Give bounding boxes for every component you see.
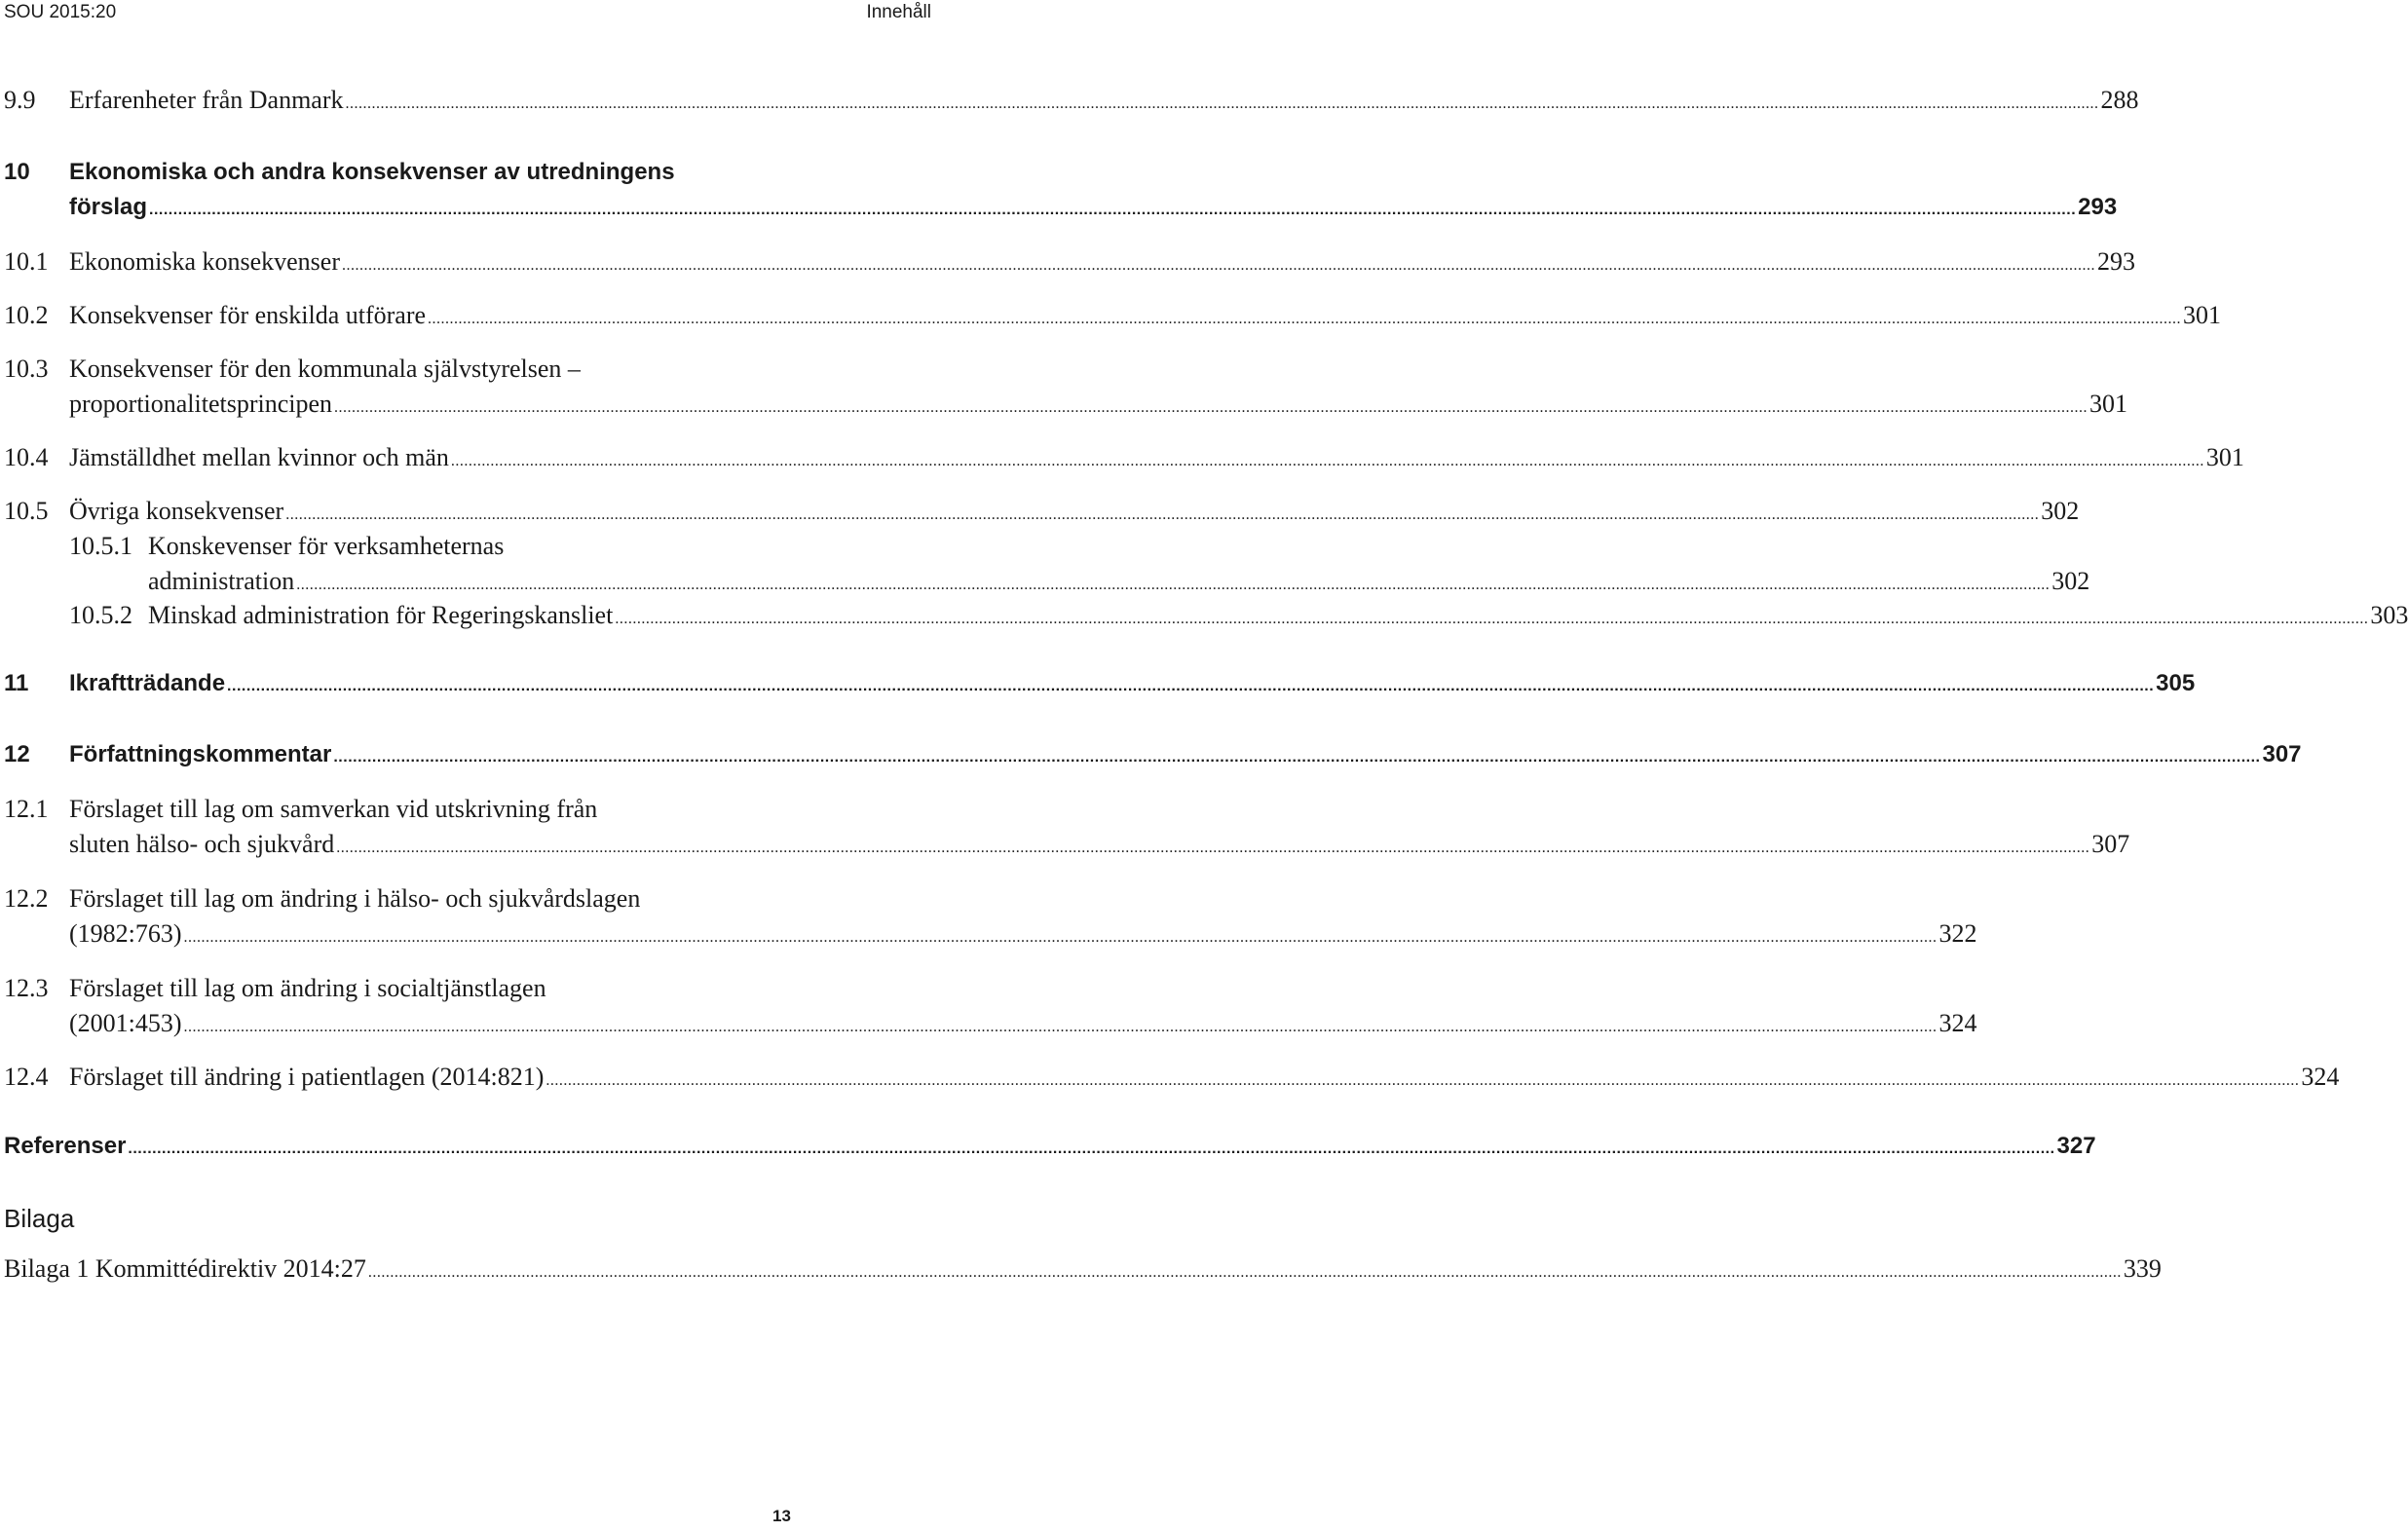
- dot-leader: ................................................................................................................................................................................................................................................................................................................................................................................................................: [296, 577, 2051, 593]
- toc-page-number: 305: [2156, 670, 2196, 696]
- toc-number: 10.1: [4, 247, 49, 276]
- toc-title: Ekonomiska och andra konsekvenser av utredningens: [69, 159, 675, 185]
- toc-page-number: 301: [2089, 390, 2128, 418]
- toc-line: [0, 1254, 2162, 1289]
- toc-title: Jämställdhet mellan kvinnor och män: [69, 443, 449, 471]
- toc-title: Förslaget till lag om samverkan vid utskrivning från: [69, 795, 598, 823]
- toc-title: Konsekvenser för den kommunala självstyrelsen –: [69, 355, 581, 383]
- toc-number: 12: [4, 741, 30, 767]
- toc-line: [0, 247, 2136, 282]
- toc-title: Ekonomiska konsekvenser: [69, 247, 341, 276]
- toc-line: [0, 532, 795, 567]
- toc-number: 10.2: [4, 301, 49, 329]
- dot-leader: ................................................................................................................................................................................................................................................................................................................................................................................................................: [342, 257, 2096, 274]
- toc-page-number: 324: [2301, 1063, 2340, 1091]
- toc-number: 12.2: [4, 884, 49, 913]
- toc-leader-line: [69, 301, 2222, 330]
- dot-leader: ................................................................................................................................................................................................................................................................................................................................................................................................................: [345, 95, 2099, 112]
- dot-leader: ................................................................................................................................................................................................................................................................................................................................................................................................................: [546, 1072, 2300, 1089]
- report-reference: SOU 2015:20: [4, 2, 117, 22]
- toc-line: [0, 795, 795, 830]
- toc-number: 10.5.1: [69, 532, 132, 560]
- toc-leader-line: [69, 247, 2136, 277]
- toc-leader-line: [69, 919, 1977, 949]
- toc-number: 9.9: [4, 86, 36, 114]
- toc-title: sluten hälso- och sjukvård: [69, 830, 335, 858]
- toc-line: [0, 601, 2408, 636]
- toc-line: [0, 670, 2196, 705]
- dot-leader: ................................................................................................................................................................................................................................................................................................................................................................................................................: [183, 1019, 1938, 1035]
- toc-line: [0, 194, 2118, 229]
- toc-leader-line: [69, 830, 2130, 859]
- toc-leader-line: [148, 567, 2090, 596]
- toc-line: [0, 355, 795, 390]
- toc-title: administration: [148, 567, 295, 595]
- toc-title: Övriga konsekvenser: [69, 497, 284, 525]
- toc-leader-line: [69, 1009, 1977, 1038]
- toc-line: [0, 884, 795, 919]
- toc-page-number: 324: [1938, 1009, 1977, 1037]
- dot-leader: ................................................................................................................................................................................................................................................................................................................................................................................................................: [149, 202, 2077, 218]
- toc-leader-line: [148, 601, 2408, 630]
- toc-leader-line: [69, 670, 2196, 697]
- toc-line: [0, 443, 2244, 478]
- toc-page-number: 302: [2041, 497, 2080, 525]
- toc-title: Konsekvenser för enskilda utförare: [69, 301, 427, 329]
- toc-title: Ikraftträdande: [69, 670, 226, 696]
- toc-title: Författningskommentar: [69, 741, 332, 767]
- toc-page-number: 293: [2097, 247, 2136, 276]
- dot-leader: ................................................................................................................................................................................................................................................................................................................................................................................................................: [615, 611, 2369, 627]
- toc-line: [0, 497, 2080, 532]
- toc-line: [0, 919, 1977, 954]
- toc-leader-line: [69, 390, 2128, 419]
- toc-line: [0, 567, 2090, 602]
- toc-title: Konskevenser för verksamheternas: [148, 532, 505, 560]
- toc-title: Minskad administration för Regeringskansliet: [148, 601, 614, 629]
- toc-leader-line: [69, 86, 2139, 115]
- dot-leader: ................................................................................................................................................................................................................................................................................................................................................................................................................: [428, 311, 2182, 327]
- toc-title: Förslaget till lag om ändring i hälso- och sjukvårdslagen: [69, 884, 641, 913]
- toc-page-number: 301: [2183, 301, 2222, 329]
- toc-page-number: 322: [1938, 919, 1977, 948]
- dot-leader: ................................................................................................................................................................................................................................................................................................................................................................................................................: [336, 840, 2090, 856]
- toc-line: [0, 741, 2302, 776]
- toc-title: (1982:763): [69, 919, 182, 948]
- dot-leader: ................................................................................................................................................................................................................................................................................................................................................................................................................: [227, 678, 2155, 694]
- toc-leader-line: [69, 497, 2080, 526]
- toc-line: [0, 974, 795, 1009]
- toc-leader-line: [69, 194, 2118, 221]
- toc-line: [0, 159, 795, 194]
- dot-leader: ................................................................................................................................................................................................................................................................................................................................................................................................................: [333, 749, 2261, 766]
- dot-leader: ................................................................................................................................................................................................................................................................................................................................................................................................................: [367, 1264, 2122, 1281]
- toc-title: Erfarenheter från Danmark: [69, 86, 344, 114]
- toc-line: [0, 830, 2130, 865]
- toc-line: [0, 86, 2139, 121]
- appendix-heading: Bilaga: [4, 1204, 75, 1233]
- toc-number: 12.3: [4, 974, 49, 1002]
- toc-number: 12.4: [4, 1063, 49, 1091]
- dot-leader: ................................................................................................................................................................................................................................................................................................................................................................................................................: [334, 399, 2088, 416]
- toc-number: 10: [4, 159, 30, 185]
- toc-line: [0, 1009, 1977, 1044]
- toc-page-number: 303: [2370, 601, 2408, 629]
- toc-line: [0, 390, 2128, 425]
- toc-title: Referenser: [4, 1133, 127, 1159]
- toc-line: [0, 301, 2222, 336]
- page-number: 13: [772, 1507, 791, 1525]
- toc-leader-line: [4, 1254, 2162, 1284]
- toc-leader-line: [69, 1063, 2340, 1092]
- toc-number: 10.4: [4, 443, 49, 471]
- running-head: [0, 0, 935, 29]
- toc-title: (2001:453): [69, 1009, 182, 1037]
- dot-leader: ................................................................................................................................................................................................................................................................................................................................................................................................................: [128, 1140, 2055, 1157]
- toc-line: [0, 1133, 2096, 1168]
- toc-title: Förslaget till lag om ändring i socialtjänstlagen: [69, 974, 546, 1002]
- toc-number: 10.5: [4, 497, 49, 525]
- toc-title: Bilaga 1 Kommittédirektiv 2014:27: [4, 1254, 366, 1283]
- dot-leader: ................................................................................................................................................................................................................................................................................................................................................................................................................: [450, 453, 2204, 469]
- dot-leader: ................................................................................................................................................................................................................................................................................................................................................................................................................: [183, 929, 1938, 946]
- toc-number: 10.3: [4, 355, 49, 383]
- toc-title: förslag: [69, 194, 148, 220]
- toc-page-number: 339: [2123, 1254, 2162, 1283]
- toc-page-number: 307: [2091, 830, 2130, 858]
- toc-page-number: 293: [2078, 194, 2118, 220]
- toc-number: 12.1: [4, 795, 49, 823]
- toc-page-number: 288: [2100, 86, 2139, 114]
- toc-number: 10.5.2: [69, 601, 132, 629]
- dot-leader: ................................................................................................................................................................................................................................................................................................................................................................................................................: [285, 506, 2040, 523]
- toc-leader-line: [4, 1133, 2096, 1160]
- toc-line: [0, 1063, 2340, 1098]
- toc-leader-line: [69, 741, 2302, 768]
- toc-page-number: 327: [2056, 1133, 2096, 1159]
- toc-page-number: 302: [2051, 567, 2090, 595]
- toc-title: Förslaget till ändring i patientlagen (2014:821): [69, 1063, 545, 1091]
- toc-leader-line: [69, 443, 2244, 472]
- toc-page-number: 301: [2205, 443, 2244, 471]
- toc-number: 11: [4, 670, 29, 696]
- toc-page-number: 307: [2262, 741, 2302, 767]
- section-name: Innehåll: [866, 2, 931, 22]
- toc-title: proportionalitetsprincipen: [69, 390, 333, 418]
